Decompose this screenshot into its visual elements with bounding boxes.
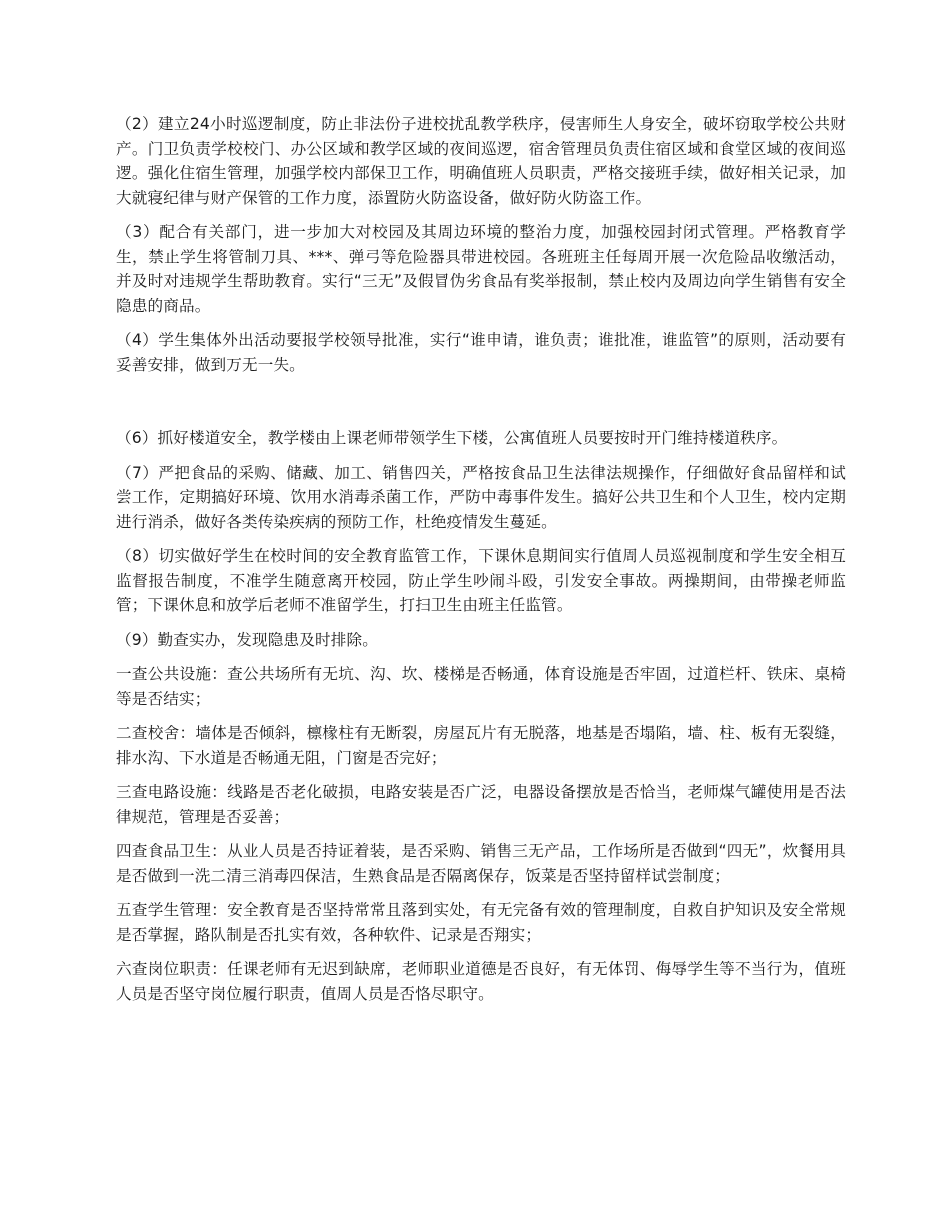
paragraph-supervision: （8）切实做好学生在校时间的安全教育监管工作，下课休息期间实行值周人员巡视制度和学生安全相互监督报告制度，不准学生随意离开校园，防止学生吵闹斗殴，引发安全事故。两操期间，由带操老师监管；下课休息和放学后老师不准留学生，打扫卫生由班主任监管。 bbox=[116, 547, 846, 614]
paragraph-check-buildings: 二查校舍：墙体是否倾斜，檩椽柱有无断裂，房屋瓦片有无脱落，地基是否塌陷，墙、柱、板有无裂缝，排水沟、下水道是否畅通无阻，门窗是否完好； bbox=[116, 724, 846, 767]
paragraph-outing-approval: （4）学生集体外出活动要报学校领导批准，实行“谁申请，谁负责；谁批准，谁监管”的原则，活动要有妥善安排，做到万无一失。 bbox=[116, 331, 846, 374]
paragraph-food-safety: （7）严把食品的采购、储藏、加工、销售四关，严格按食品卫生法律法规操作，仔细做好食品留样和试尝工作，定期搞好环境、饮用水消毒杀菌工作，严防中毒事件发生。搞好公共卫生和个人卫生，校内定期进行消杀，做好各类传染疾病的预防工作，杜绝疫情发生蔓延。 bbox=[116, 463, 846, 531]
paragraph-check-public-facilities: 一查公共设施：查公共场所有无坑、沟、坎、楼梯是否畅通，体育设施是否牢固，过道栏杆、铁床、桌椅等是否结实； bbox=[116, 665, 846, 708]
paragraph-check-duties: 六查岗位职责：任课老师有无迟到缺席，老师职业道德是否良好，有无体罚、侮辱学生等不当行为，值班人员是否坚守岗位履行职责，值周人员是否恪尽职守。 bbox=[116, 960, 846, 1003]
paragraph-inspection-intro: （9）勤查实办，发现隐患及时排除。 bbox=[116, 630, 378, 649]
document-body bbox=[116, 112, 846, 1016]
paragraph-patrol-system: （2）建立24小时巡逻制度，防止非法份子进校扰乱教学秩序，侵害师生人身安全，破坏窃取学校公共财产。门卫负责学校校门、办公区域和教学区域的夜间巡逻，宿舍管理员负责住宿区域和食堂区域的夜间巡逻。强化住宿生管理，加强学校内部保卫工作，明确值班人员职责，严格交接班手续，做好相关记录，加大就寝纪律与财产保管的工作力度，添置防火防盗设备，做好防火防盗工作。 bbox=[116, 115, 846, 207]
paragraph-check-electrical: 三查电路设施：线路是否老化破损，电路安装是否广泛，电器设备摆放是否恰当，老师煤气罐使用是否法律规范，管理是否妥善； bbox=[116, 783, 846, 826]
paragraph-check-student-management: 五查学生管理：安全教育是否坚持常常且落到实处，有无完备有效的管理制度，自救自护知识及安全常规是否掌握，路队制是否扎实有效，各种软件、记录是否翔实； bbox=[116, 901, 846, 944]
paragraph-stairway-safety: （6）抓好楼道安全，教学楼由上课老师带领学生下楼，公寓值班人员要按时开门维持楼道秩序。 bbox=[116, 429, 788, 447]
paragraph-check-food-hygiene: 四查食品卫生：从业人员是否持证着装，是否采购、销售三无产品，工作场所是否做到“四无”，炊餐用具是否做到一洗二清三消毒四保洁，生熟食品是否隔离保存，饭菜是否坚持留样试尝制度； bbox=[116, 842, 846, 885]
paragraph-campus-environment: （3）配合有关部门，进一步加大对校园及其周边环境的整治力度，加强校园封闭式管理。严格教育学生，禁止学生将管制刀具、***、弹弓等危险器具带进校园。各班班主任每周开展一次危险品收缴活动，并及时对违规学生帮助教育。实行“三无”及假冒伪劣食品有奖举报制，禁止校内及周边向学生销售有安全隐患的商品。 bbox=[116, 223, 846, 315]
